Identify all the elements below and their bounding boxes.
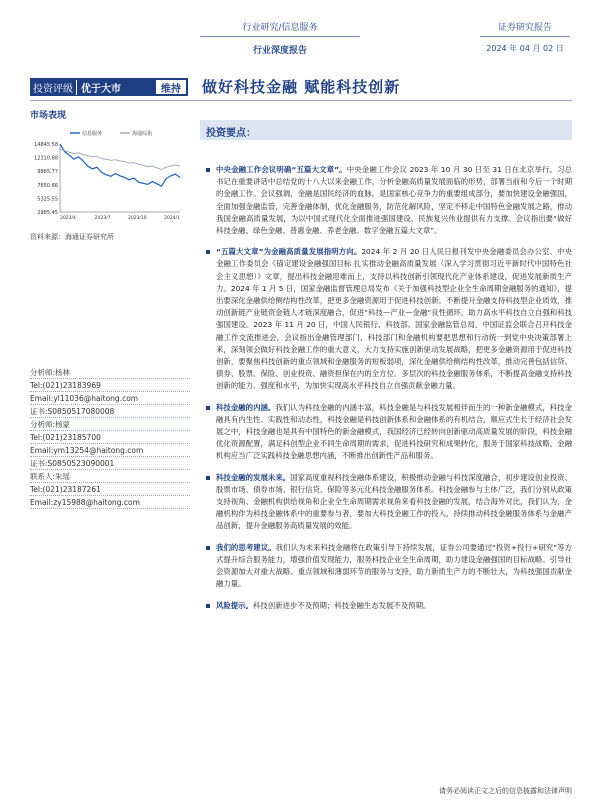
analyst-line: Email:ym13254@haitong.com (30, 444, 190, 457)
header-right (480, 20, 570, 54)
series-line (60, 149, 180, 169)
header-divider (480, 36, 570, 37)
paragraph-text: 国家高度重视科技金融体系建设，积极推动金融与科技深度融合，初步建设创业投资、股票市场、债券市场、银行信贷、保险等多元化科技金融服务体系。科技金融参与主体广泛，我们分别从政策支持视角、金融机构供给视角和企业全生命周期需求视角来看科技金融的发展，结合海外对比，我们认为，金融机构作为科技金融体系中的重要参与者，要加大科技金融工作的投入，持续推动科技金融服务体系与金融产品创新，提升金融服务高质量发展的效能。 (216, 472, 572, 531)
paragraph-lead: 科技金融的内涵。 (216, 402, 276, 412)
key-points-body (204, 164, 572, 621)
bullet-icon (206, 476, 210, 480)
chart-source: 资料来源：海通证券研究所 (30, 233, 114, 241)
key-point-paragraph (204, 542, 572, 591)
series-line (60, 144, 180, 186)
market-section-title: 市场表现 (30, 111, 67, 121)
analyst-list (30, 366, 190, 509)
paragraph-lead: 中央金融工作会议明确“五篇大文章”。 (216, 165, 347, 174)
key-points-bar (200, 120, 572, 140)
y-tick-label: 12310.88 (34, 155, 58, 162)
market-chart (30, 126, 188, 226)
rating-label: 投资评级 (30, 80, 77, 95)
header-category: 行业研究/信息服务 (242, 23, 318, 33)
paragraph-text: 2024 年 2 月 20 日人民日报刊发中央金融委员会办公室、中央金融工作委员会《锚定建设金融强国目标 扎实推动金融高质量发展（深入学习贯彻习近平新时代中国特色社会主义思想）》文章，提出科技金融迎难而上，支持以科技创新引领现代化产业体系建设，促进发展新质生产力。2024 年 1 月 5 日，国家金融监督管理总局发布《关于加强科技型企业全生命周期金融服务的通知》，提出要深化金融供给侧结构性改革，把更多金融资源用于促进科技创新。不断提升金融支持科技型企业质效，推动创新链产业链资金链人才链深度融合，促进“科技—产业—金融”良性循环，助力高水平科技自立自强和科技强国建设。2023 年 11 月 20 日，中国人民银行、科技部、国家金融监管总局、中国证监会联合召开科技金融工作交流推进会，会议指出金融管理部门、科技部门和金融机构要把思想和行动统一到党中央决策部署上来，深刻领会做好科技金融工作的重大意义，大力支持实施创新驱动发展战略，把更多金融资源用于促进科技创新，要聚焦科技创新的重点领域和金融服务的短板弱项，深化金融供给侧结构性改革，推动完善包括信贷、债券、股票、保险、创业投资、融资担保在内的全方位、多层次的科技金融服务体系，不断提高金融支持科技创新的能力、强度和水平，为加快实现高水平科技自立自强贡献金融力量。 (216, 247, 572, 391)
key-point-paragraph (204, 402, 572, 463)
analyst-line: Tel:(021)23185700 (30, 431, 190, 444)
paragraph-lead: 风险提示。 (216, 600, 253, 610)
legend-label: 海通综指 (132, 131, 153, 137)
analyst-line: 联系人:朱瑶 (30, 470, 190, 483)
footer-disclaimer: 请务必阅读正文之后的信息披露和法律声明 (439, 787, 572, 795)
analyst-line: Tel:(021)23183969 (30, 379, 190, 392)
paragraph-lead: 我们的思考建议。 (216, 542, 276, 552)
y-tick-label: 7650.66 (37, 182, 58, 189)
y-tick-label: 9865.77 (37, 169, 58, 176)
bullet-icon (206, 604, 210, 608)
x-tick-label: 2023/7 (94, 216, 111, 221)
y-tick-label: 5325.55 (37, 196, 58, 203)
y-tick-label: 14845.58 (34, 142, 58, 148)
analyst-line: 证书:S0850517080008 (30, 405, 190, 418)
report-title: 做好科技金融 赋能科技创新 (202, 78, 401, 96)
key-point-paragraph (204, 600, 572, 612)
bullet-icon (206, 406, 210, 410)
rating-value: 优于大市 (81, 83, 121, 95)
key-point-paragraph (204, 164, 572, 237)
paragraph-text: 中央金融工作会议 2023 年 10 月 30 日至 31 日在北京举行。习总书记在重要讲话中总结党的十八大以来金融工作，分析金融高质量发展面临的形势，部署当前和今后一个时期的金融工作。会议强调，金融是国民经济的血脉，是国家核心竞争力的重要组成部分，要加快建设金融强国，全面加强金融监管，完善金融体制，优化金融服务，防范化解风险，坚定不移走中国特色金融发展之路，推动我国金融高质量发展，为以中国式现代化全面推进强国建设、民族复兴伟业提供有力支撑。会议指出要“做好科技金融、绿色金融、普惠金融、养老金融、数字金融五篇大文章”。 (216, 165, 573, 236)
header-doc-type: 证券研究报告 (497, 23, 552, 33)
header-date: 2024 年 04 月 02 日 (486, 44, 564, 53)
rating-action: 维持 (156, 80, 186, 94)
x-tick-label: 2023/10 (127, 216, 147, 221)
legend-label: 信息服务 (82, 131, 103, 137)
analyst-line: Email:yl11036@haitong.com (30, 392, 190, 405)
analyst-line: Tel:(021)23187261 (30, 483, 190, 496)
paragraph-text: 我们认为未来科技金融将在政策引导下持续发展，证券公司要通过“投资+投行+研究”等方式提升综合服务能力，增强价值发现能力，服务科技企业全生命周期，助力建设金融强国的目标战略。引导社会资源加大对重大战略、重点领域和薄弱环节的服务与支持，助力新质生产力的不断壮大，为科技强国贡献金融力量。 (216, 542, 572, 589)
market-chart-svg (30, 126, 188, 226)
bullet-icon (206, 546, 210, 550)
title-divider (30, 100, 572, 101)
header-divider (200, 36, 360, 37)
paragraph-lead: 科技金融的发展未来。 (216, 472, 291, 482)
header-report-type: 行业深度报告 (252, 46, 307, 56)
paragraph-text: 科技创新进步不及预期；科技金融生态发展不及预期。 (252, 600, 431, 610)
header-left (200, 20, 360, 56)
x-tick-label: 2024/1 (164, 216, 180, 221)
y-tick-label: 2985.45 (37, 210, 58, 216)
analyst-line: 证书:S0850523090001 (30, 457, 190, 470)
bullet-icon (206, 168, 210, 172)
analyst-line: 分析师:杨林 (30, 366, 190, 379)
paragraph-lead: “五篇大文章”为金融高质量发展指明方向。 (216, 247, 362, 257)
key-points-title: 投资要点： (206, 128, 256, 139)
bullet-icon (206, 250, 210, 254)
analyst-line: 分析师:杨蒙 (30, 418, 190, 431)
paragraph-text: 我们认为科技金融的内涵丰富，科技金融是与科技发展相伴而生的一种新金融模式，科技金融具有内生性、实践性和动态性，科技金融是科技创新体系和金融体系的有机结合，顺应式生长于经济社会发展之中，科技金融也是具有中国特色的新金融模式，我国经济已经转向创新驱动高质量发展的阶段，科技金融优化资源配置，满足科创型企业不同生命周期的需求，促进科技研究和成果转化，服务于国家科技战略，金融机构应当广泛实践科技金融思想内涵，不断推出创新性产品和服务。 (216, 402, 572, 461)
analyst-line: Email:zy15988@haitong.com (30, 496, 190, 509)
key-point-paragraph (204, 246, 572, 392)
x-tick-label: 2023/4 (60, 216, 76, 221)
key-point-paragraph (204, 472, 572, 533)
rating-bar (30, 78, 188, 96)
